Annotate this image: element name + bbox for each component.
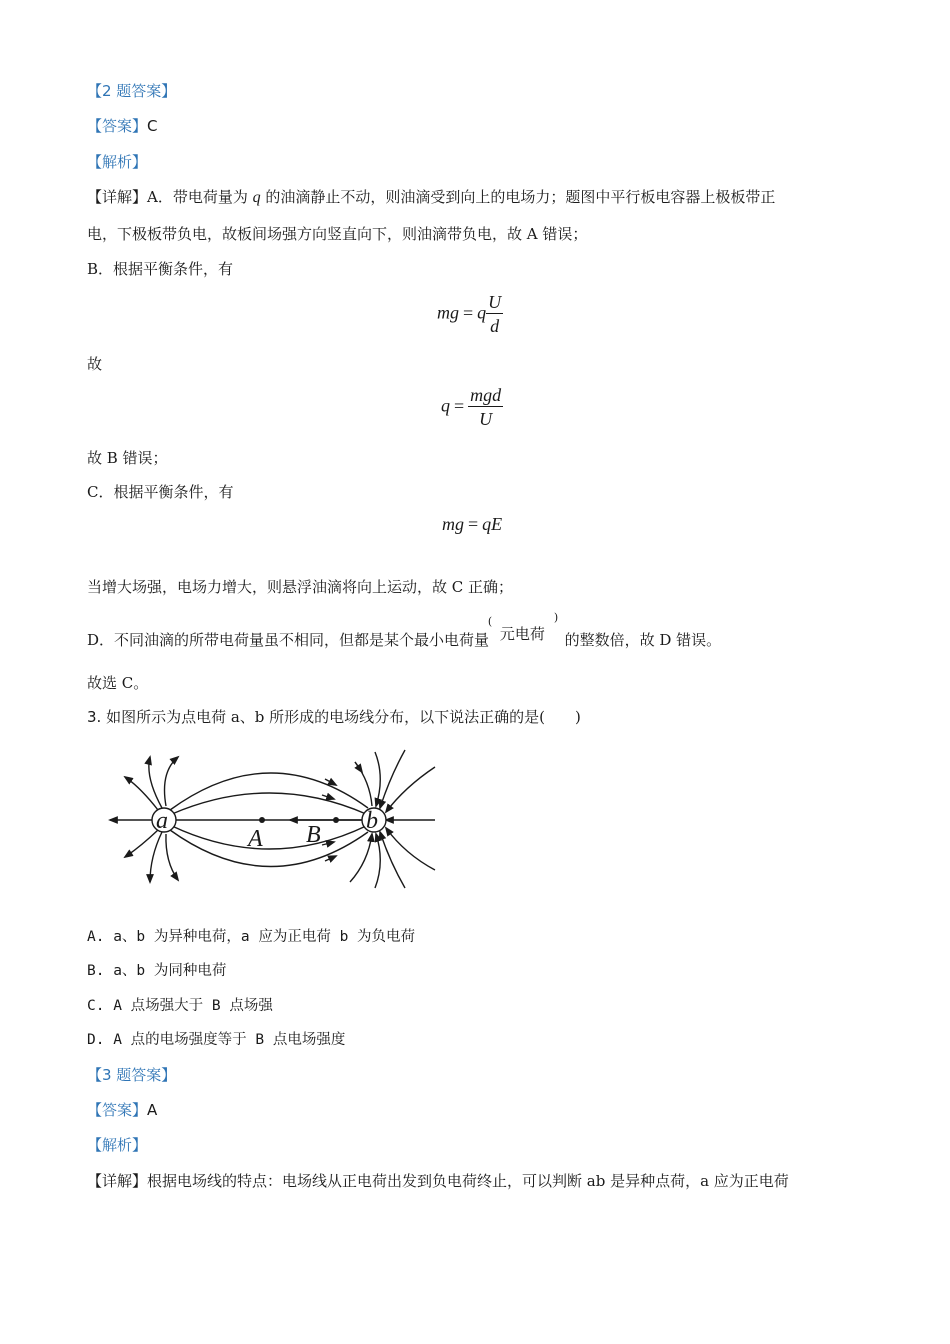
detail-text-a: A．带电荷量为 (147, 188, 248, 206)
q2-b-conclusion: 故 B 错误； (87, 449, 168, 467)
field-line-arc-upper-inner (172, 793, 366, 814)
field-line-arc-lower-inner (172, 826, 366, 849)
q3-question (87, 706, 581, 728)
point-a-dot (259, 817, 265, 823)
q3-answer-tag: 【答案】 (87, 1101, 148, 1119)
q2-c-conclusion: 当增大场强，电场力增大，则悬浮油滴将向上运动，故 C 正确； (87, 578, 514, 596)
point-b-dot (333, 817, 339, 823)
eq1-denominator: d (490, 316, 500, 336)
answer-tag: 【答案】 (87, 117, 148, 135)
q3-option-b: B. a、b 为同种电荷 (87, 963, 227, 979)
q2-option-d-line (87, 611, 722, 651)
q2-answer-header: 【2 题答案】 (87, 82, 177, 100)
q2-detail-line-1 (87, 186, 775, 209)
q2-answer-line (87, 115, 158, 137)
q3-answer-value: A (147, 1101, 158, 1119)
q2-detail-line-2: 电，下极板带负电，故板间场强方向竖直向下，则油滴带负电，故 A 错误； (87, 225, 588, 243)
detail-tag: 【详解】 (87, 188, 148, 206)
q2-analysis-tag: 【解析】 (87, 153, 148, 171)
paren-close: ) (553, 611, 559, 624)
equation-3 (442, 514, 502, 535)
charge-b-label: b (366, 808, 378, 834)
equation-1 (437, 291, 503, 338)
eq1-equals: = (463, 302, 474, 323)
charge-a-label: a (156, 808, 168, 834)
q3-detail-line (87, 1170, 789, 1192)
eq3-lhs: mg (442, 514, 464, 534)
eq1-numerator: U (488, 292, 502, 312)
electric-field-lines-figure (100, 742, 445, 892)
elementary-charge-label: 元电荷 (499, 625, 545, 643)
q3-option-a: A. a、b 为异种电荷，a 应为正电荷 b 为负电荷 (87, 929, 416, 945)
q3-option-c: C. A 点场强大于 B 点场强 (87, 998, 273, 1014)
detail-text-b: 的油滴静止不动，则油滴受到向上的电场力；题图中平行板电容器上极板带正 (265, 188, 776, 206)
eq3-equals: = (468, 514, 479, 534)
d-text-b: 的整数倍，故 D 错误。 (564, 631, 722, 649)
equation-2 (441, 384, 503, 431)
q3-question-text: 如图所示为点电荷 a、b 所形成的电场线分布，以下说法正确的是( ) (106, 708, 581, 726)
eq1-lhs: mg (437, 302, 459, 323)
q3-answer-header: 【3 题答案】 (87, 1066, 177, 1084)
eq1-coef: q (477, 302, 487, 323)
q3-answer-line (87, 1099, 157, 1121)
q3-number: 3. (87, 708, 102, 726)
eq2-numerator: mgd (470, 385, 502, 405)
elementary-charge-blank (487, 611, 560, 645)
q3-analysis-tag: 【解析】 (87, 1136, 148, 1154)
q2-option-b-line: B．根据平衡条件，有 (87, 260, 234, 278)
q2-therefore: 故 (87, 355, 103, 373)
d-text-a: D．不同油滴的所带电荷量虽不相同，但都是某个最小电荷量 (87, 631, 490, 649)
eq2-equals: = (454, 395, 465, 416)
answer-value: C (147, 117, 158, 135)
q2-option-c-line: C．根据平衡条件，有 (87, 483, 234, 501)
eq2-fraction (468, 384, 503, 431)
point-b-label: B (306, 822, 321, 848)
eq1-fraction (486, 291, 503, 338)
eq3-rhs: qE (482, 514, 503, 534)
paren-open: ( (487, 615, 493, 628)
q3-detail-tag: 【详解】 (87, 1172, 148, 1190)
q3-option-d: D. A 点的电场强度等于 B 点电场强度 (87, 1032, 346, 1048)
q2-final: 故选 C。 (87, 674, 149, 692)
q3-detail-text: 根据电场线的特点：电场线从正电荷出发到负电荷终止，可以判断 ab 是异种点荷，a 应为正电荷 (147, 1172, 789, 1190)
charge-symbol: q (252, 189, 261, 206)
eq2-denominator: U (479, 409, 493, 429)
eq2-lhs: q (441, 395, 450, 416)
point-a-label: A (248, 826, 263, 852)
field-line-arc-lower-outer (170, 830, 368, 867)
